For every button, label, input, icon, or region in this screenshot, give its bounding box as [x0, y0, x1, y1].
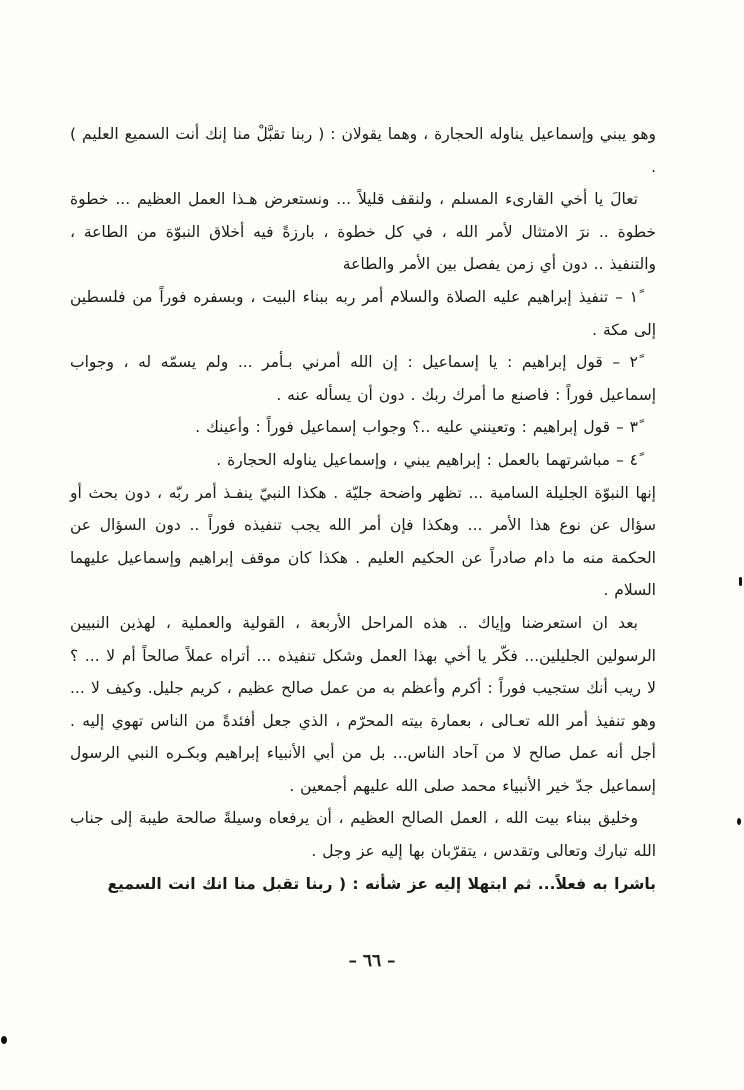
list-item: ٢ً – قول إبراهيم : يا إسماعيل : إن الله أمرني بـأمر ... ولم يسمّه له ، وجواب إسماعيل فوراً : فاصنع ما أمرك ربك . دون أن يسأله عنه . — [70, 353, 656, 404]
paragraph: تعالَ يا أخي القارىء المسلم ، ولنقف قليلاً ... ونستعرض هـذا العمل العظيم ... خطوة خطوة .. نرَ الامتثال لأمر الله ، في كل خطوة ، بارزةً فيه أخلاق النبوّة من الطاعة ، والتنفيذ .. دون أي زمن يفصل بين الأمر والطاعة — [70, 190, 656, 274]
paragraph: إنها النبوّة الجليلة السامية ... تظهر واضحة جليّة . هكذا النبيّ ينفـذ أمر ربّه ، دون بحث أو سؤال عن نوع هذا الأمر ... وهكذا فإن أمر الله يجب تنفيذه فوراً .. دون السؤال عن الحكمة منه ما دام صادراً عن الحكيم العليم . هكذا كان موقف إبراهيم وإسماعيل عليهما السلام . — [70, 483, 656, 600]
list-item: ٤ً – مباشرتهما بالعمل : إبراهيم يبني ، وإسماعيل يناوله الحجارة . — [216, 450, 638, 469]
body-text — [70, 118, 656, 900]
paragraph: وهو يبني وإسماعيل يناوله الحجارة ، وهما يقولان : ( ربنا تقبَّلْ منا إنك أنت السميع العليم ) . — [70, 125, 656, 176]
paragraph: بعد ان استعرضنا وإياك .. هذه المراحل الأربعة ، القولية والعملية ، لهذين النبيين الرسولين الجليلين... فكّر يا أخي بهذا العمل وشكل تنفيذه ... أتراه عملاً صالحاً أم لا ... ؟ لا ريب أنك ستجيب فوراً : أكرم وأعظم به من عمل صالح عظيم ، كريم جليل. وكيف لا ... وهو تنفيذ أمر الله تعـالى ، بعمارة بيته المحرّم ، الذي جعل أفئدةً من الناس تهوي إليه . أجل أنه عمل صالح لا من آحاد الناس... بل من أبي الأنبياء إبراهيم وبكـره النبي الرسول إسماعيل جدّ خير الأنبياء محمد صلى الله عليهم أجمعين . — [70, 613, 656, 795]
page-number: – ٦٦ – — [348, 951, 396, 971]
scan-speck — [739, 577, 742, 586]
scan-speck — [1, 1036, 7, 1044]
paragraph: باشرا به فعلاً... ثم ابتهلا إليه عز شأنه : ( ربنا تقبل منا انك انت السميع — [107, 874, 656, 893]
paragraph: وخليق ببناء بيت الله ، العمل الصالح العظيم ، أن يرفعاه وسيلةً صالحة طيبة إلى جناب الله تبارك وتعالى وتقدس ، يتقرّبان بها إليه عز وجل . — [70, 809, 656, 861]
list-item: ١ً – تنفيذ إبراهيم عليه الصلاة والسلام أمر ربه ببناء البيت ، وبسفره فوراً من فلسطين إلى مكة . — [70, 287, 656, 339]
scan-speck — [737, 818, 741, 825]
list-item: ٣ً – قول إبراهيم : وتعينني عليه ..؟ وجواب إسماعيل فوراً : وأعينك . — [195, 418, 638, 437]
